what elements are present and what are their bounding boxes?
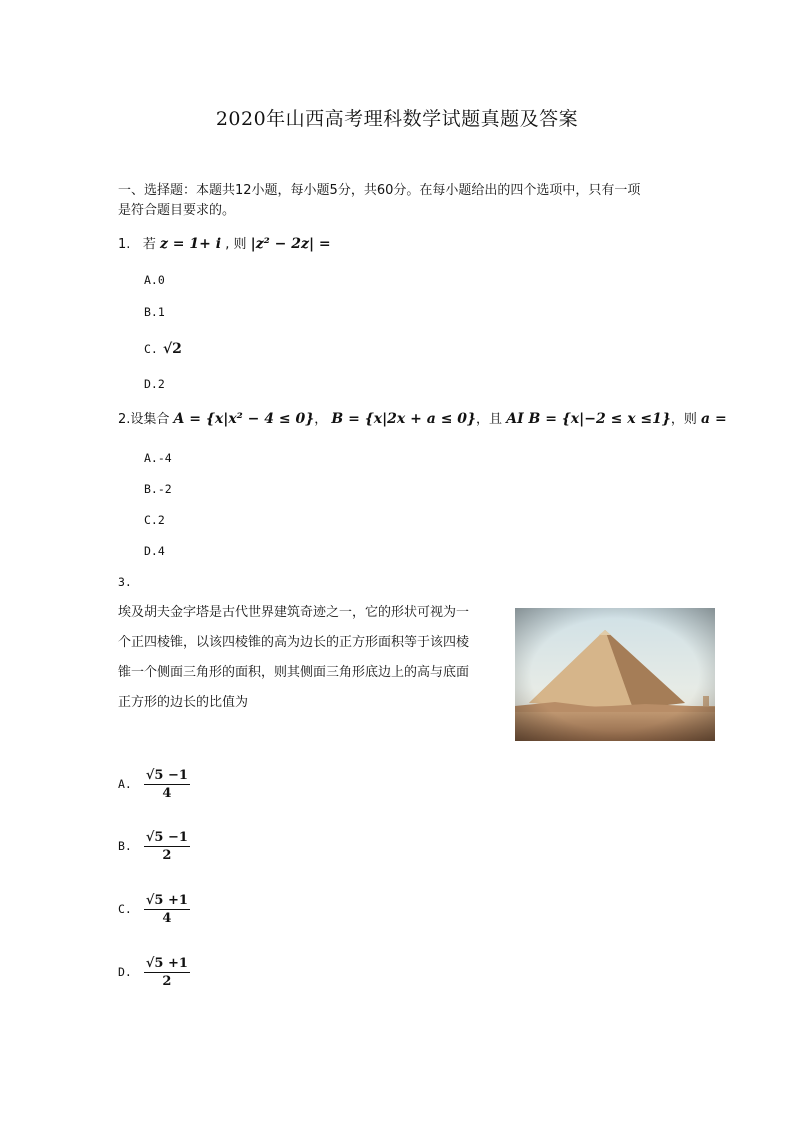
fraction-denominator: 4 [162, 785, 172, 801]
option-value: 0 [157, 273, 165, 287]
section-heading-cont: 是符合题目要求的。 [118, 203, 236, 218]
option-d [118, 951, 190, 993]
fraction-numerator: √5 +1 [145, 892, 188, 908]
option-value: 1 [157, 305, 165, 319]
fraction-denominator: 4 [162, 910, 172, 926]
option-value: 2 [157, 377, 165, 391]
question-1-stem [118, 233, 331, 256]
option-a [118, 763, 190, 805]
math-expression: A = {x|x² − 4 ≤ 0} [173, 411, 315, 427]
option-label: C. [118, 902, 132, 916]
math-expression: B = {x|2x + a ≤ 0} [331, 411, 477, 427]
option-c [118, 888, 190, 930]
option-label: A. [118, 777, 132, 791]
math-expression: AI B = {x|−2 ≤ x ≤1} [506, 411, 671, 427]
option-label: D. [144, 377, 158, 391]
question-text-line: 正方形的边长的比值为 [118, 695, 249, 710]
question-2-stem [118, 408, 727, 431]
fraction-denominator: 2 [162, 973, 172, 989]
question-3-stem [118, 598, 508, 718]
math-expression: z = 1+ i [159, 236, 222, 252]
question-text: 若 [142, 237, 156, 252]
option-label: A. [144, 451, 158, 465]
option-a [144, 273, 165, 287]
option-b [144, 305, 165, 319]
fraction [144, 893, 190, 926]
option-label: B. [144, 305, 158, 319]
option-label: A. [144, 273, 158, 287]
fraction [144, 830, 190, 863]
math-expression: |z² − 2z| = [250, 236, 331, 252]
option-b [144, 482, 172, 496]
section-heading: 一、选择题：本题共12小题，每小题5分，共60分。在每小题给出的四个选项中，只有一项 [118, 183, 641, 198]
option-c [144, 513, 165, 527]
option-value: -4 [157, 451, 172, 465]
question-number: 2.设集合 [118, 412, 170, 427]
fraction-numerator: √5 −1 [145, 767, 188, 783]
option-label: D. [144, 544, 158, 558]
option-value: 4 [157, 544, 165, 558]
option-d [144, 377, 165, 391]
option-label: B. [118, 839, 132, 853]
fraction [144, 956, 190, 989]
question-text: ，且 [476, 412, 503, 427]
option-b [118, 825, 190, 867]
question-number: 3. [118, 575, 132, 589]
fraction [144, 768, 190, 801]
option-a [144, 451, 172, 465]
page-title: 2020年山西高考理科数学试题真题及答案 [215, 108, 579, 130]
option-value: 2 [157, 513, 165, 527]
option-value: -2 [157, 482, 172, 496]
option-label: C. [144, 342, 158, 356]
question-text-line: 个正四棱锥，以该四棱锥的高为边长的正方形面积等于该四棱 [118, 635, 470, 650]
option-label: B. [144, 482, 158, 496]
option-label: C. [144, 513, 158, 527]
fraction-denominator: 2 [162, 847, 172, 863]
question-text: , 则 [225, 237, 247, 252]
pyramid-photo [515, 608, 715, 741]
math-expression: a = [701, 411, 727, 427]
option-label: D. [118, 965, 132, 979]
question-number: 1. [118, 237, 131, 252]
question-text-line: 锥一个侧面三角形的面积，则其侧面三角形底边上的高与底面 [118, 665, 470, 680]
question-text: ， [314, 412, 328, 427]
fraction-numerator: √5 −1 [145, 829, 188, 845]
option-value: √2 [162, 341, 182, 357]
option-d [144, 544, 165, 558]
option-c [144, 338, 182, 357]
question-text: ，则 [670, 412, 697, 427]
question-text-line: 埃及胡夫金字塔是古代世界建筑奇迹之一，它的形状可视为一 [118, 605, 470, 620]
fraction-numerator: √5 +1 [145, 955, 188, 971]
